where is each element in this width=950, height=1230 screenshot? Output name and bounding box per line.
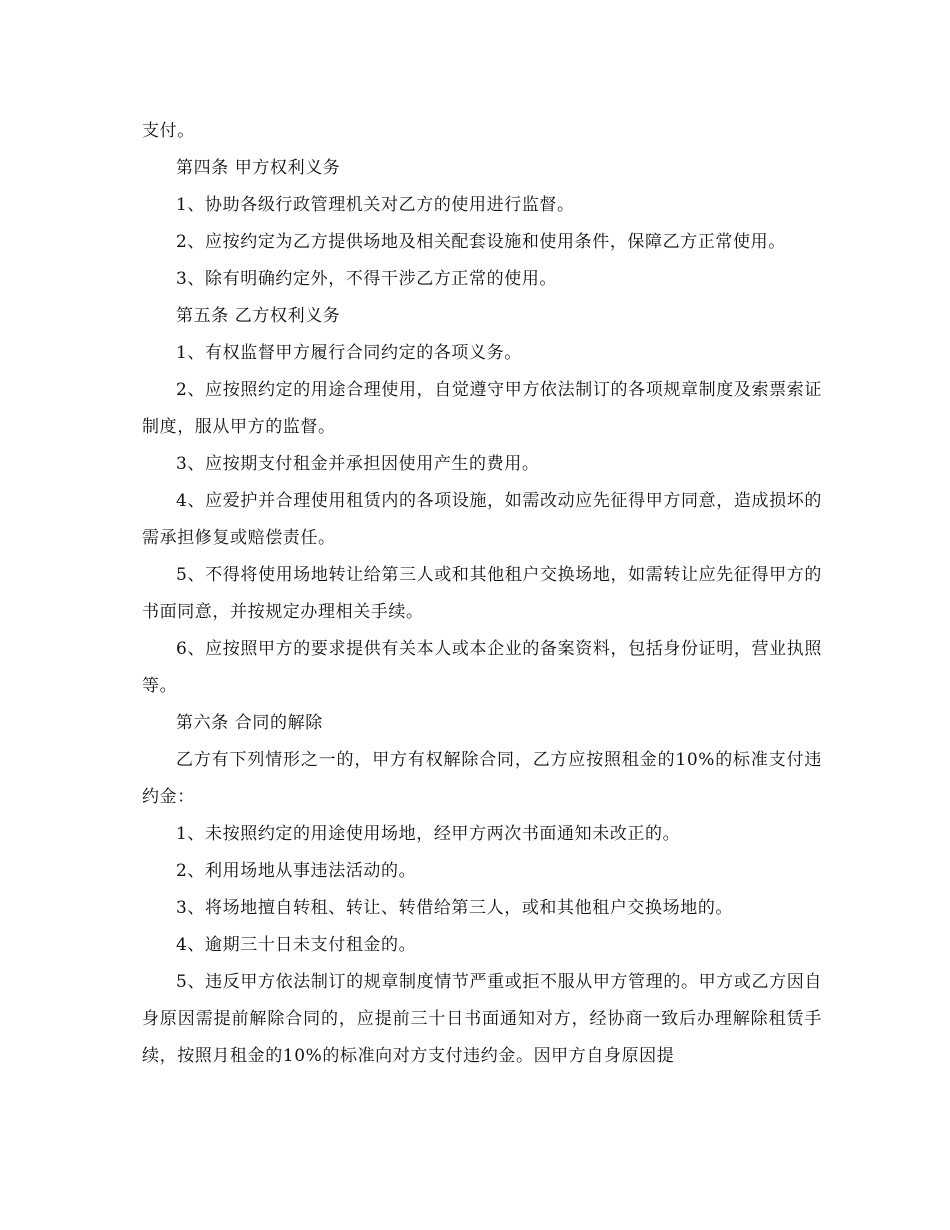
article-6-intro: 乙方有下列情形之一的，甲方有权解除合同，乙方应按照租金的10%的标准支付违约金：: [142, 750, 822, 807]
article-6-item-4: 4、逾期三十日未支付租金的。: [176, 935, 417, 955]
article-6-item-1: 1、未按照约定的用途使用场地，经甲方两次书面通知未改正的。: [176, 824, 681, 844]
article-5-item-2: 2、应按照约定的用途合理使用，自觉遵守甲方依法制订的各项规章制度及索票索证制度，服从甲方的监督。: [142, 380, 822, 437]
article-6-item-5: 5、违反甲方依法制订的规章制度情节严重或拒不服从甲方管理的。甲方或乙方因自身原因需提前解除合同的，应提前三十日书面通知对方，经协商一致后办理解除租赁手续，按照月租金的10%的标准向对方支付违约金。因甲方自身原因提: [142, 972, 822, 1066]
article-6-item-3: 3、将场地擅自转租、转让、转借给第三人，或和其他租户交换场地的。: [176, 898, 734, 918]
article-4-item-1: 1、协助各级行政管理机关对乙方的使用进行监督。: [176, 195, 575, 215]
article-5-item-5: 5、不得将使用场地转让给第三人或和其他租户交换场地，如需转让应先征得甲方的书面同意，并按规定办理相关手续。: [142, 565, 822, 622]
article-5-item-3: 3、应按期支付租金并承担因使用产生的费用。: [176, 454, 540, 474]
document-body: [142, 113, 822, 1075]
article-5-item-1: 1、有权监督甲方履行合同约定的各项义务。: [176, 343, 522, 363]
article-6-item-2: 2、利用场地从事违法活动的。: [176, 861, 417, 881]
article-5-item-6: 6、应按照甲方的要求提供有关本人或本企业的备案资料，包括身份证明，营业执照等。: [142, 639, 822, 696]
heading-article-4: 第四条 甲方权利义务: [176, 158, 341, 178]
article-4-item-3: 3、除有明确约定外，不得干涉乙方正常的使用。: [176, 269, 558, 289]
heading-article-6: 第六条 合同的解除: [176, 713, 323, 733]
paragraph-continuation: 支付。: [142, 121, 195, 141]
article-5-item-4: 4、应爱护并合理使用租赁内的各项设施，如需改动应先征得甲方同意，造成损坏的需承担修复或赔偿责任。: [142, 491, 822, 548]
heading-article-5: 第五条 乙方权利义务: [176, 306, 341, 326]
article-4-item-2: 2、应按约定为乙方提供场地及相关配套设施和使用条件，保障乙方正常使用。: [176, 232, 786, 252]
